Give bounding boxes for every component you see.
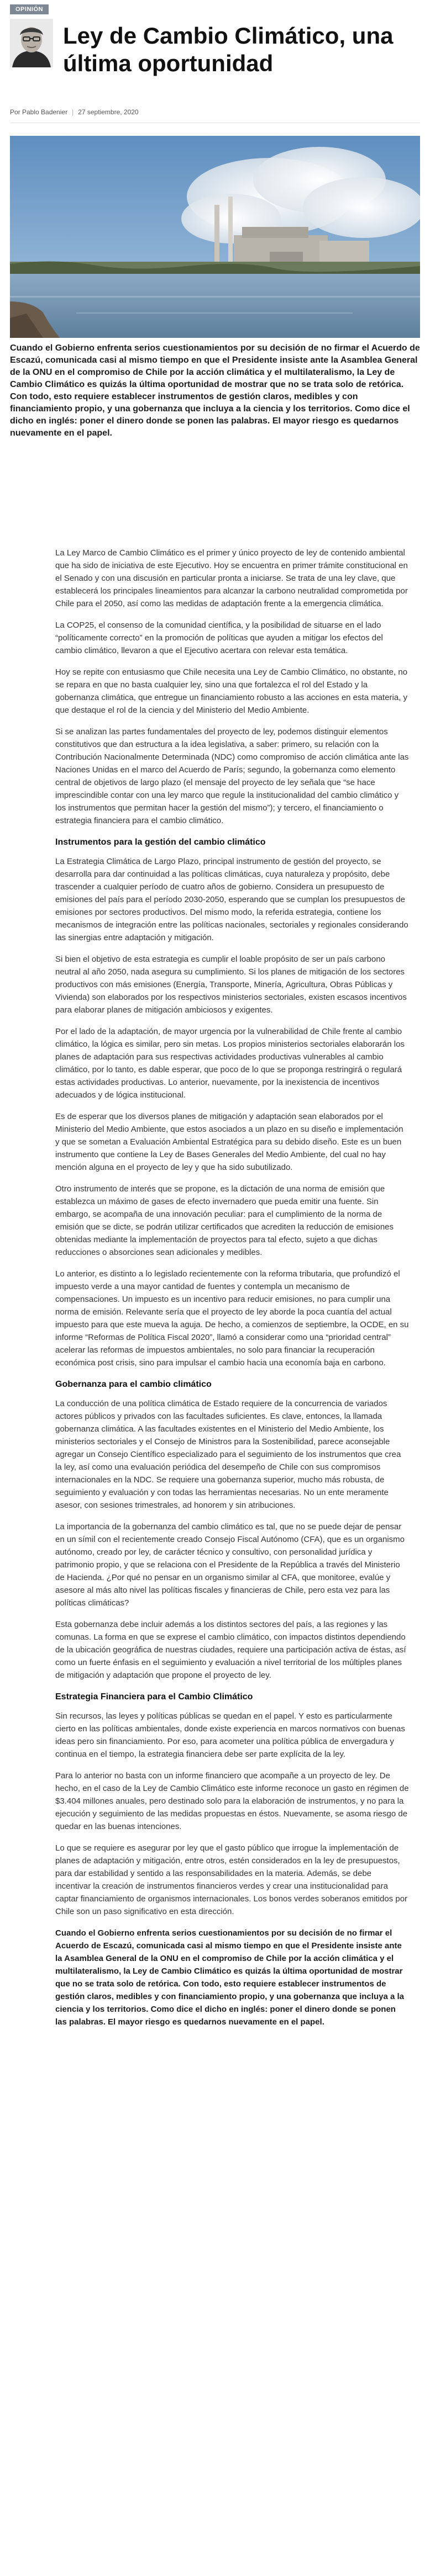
- article-paragraph: Por el lado de la adaptación, de mayor urgencia por la vulnerabilidad de Chile frente al cambio climático, la lógica es similar, pero sin metas. Los propios ministerios sectoriales elaborarán los planes de adaptación para sus respectivas actividades productivas vulnerables al cambio climático, por lo tanto, es dable esperar, que poco de lo que se proponga restringirá o regulará estas actividades productivas. Lo anterior, nuevamente, por la inexistencia de incentivos adecuados y de lógica institucional.: [55, 1027, 405, 1100]
- article-paragraph: La importancia de la gobernanza del cambio climático es tal, que no se puede dejar de pensar en un símil con el recientemente creado Consejo Fiscal Autónomo (CFA), que es un organismo autónomo, creado por ley, de carácter técnico y consultivo, con personalidad jurídica y patrimonio propio, y que se relaciona con el Presidente de la República a través del Ministerio de Hacienda. ¿Por qué no pensar en un organismo similar al CFA, que monitoree, evalúe y asesore al más alto nivel las políticas fiscales y financieras de Chile, pero esta vez para las políticas climáticas?: [55, 1522, 405, 1608]
- power-plant-photo: [10, 136, 420, 338]
- article-paragraph: Hoy se repite con entusiasmo que Chile necesita una Ley de Cambio Climático, no obstante, no se repara en que no basta cualquier ley, sino una que fortalezca el rol del Estado y la gobernanza climática, que entregue un financiamiento robusto a las acciones en esta materia, y que destaque el rol de la ciencia y del Ministerio del Medio Ambiente.: [55, 667, 408, 715]
- closing-highlight-paragraph: Cuando el Gobierno enfrenta serios cuestionamientos por su decisión de no firmar el Acuerdo de Escazú, comunicada casi al mismo tiempo en que el Presidente insiste ante la Asamblea General de la ONU en el compromiso de Chile por la acción climática y el multilateralismo, la Ley de Cambio Climático es quizás la última oportunidad de mostrar que no se trata solo de retórica. Con todo, esto requiere establecer instrumentos de gestión claros, medibles y con financiamiento propio, y una gobernanza que incluya a la ciencia y los territorios. Como dice el dicho en inglés: poner el dinero donde se ponen las palabras. El mayor riesgo es quedarnos nuevamente en el papel.: [55, 1928, 404, 2027]
- article-paragraph: Lo anterior, es distinto a lo legislado recientemente con la reforma tributaria, que profundizó el impuesto verde a una mayor cantidad de fuentes y contempla un mecanismo de compensaciones. Un impuesto es un incentivo para reducir emisiones, no para cumplir una norma de emisión. Relevante sería que el proyecto de ley aborde la poca cuantía del actual impuesto para que este mueva la aguja. De hecho, a comienzos de septiembre, la OCDE, en su informe “Reformas de Política Fiscal 2020”, llamó a considerar como una “prioridad central” acelerar las reformas de impuestos ambientales, no solo para financiar la recuperación económica post crisis, sino para impulsar el cambio hacia una economía baja en carbono.: [55, 1269, 409, 1367]
- article-paragraph: Es de esperar que los diversos planes de mitigación y adaptación sean elaborados por el Ministerio del Medio Ambiente, que estos asociados a un plazo en su diseño e implementación y que se sometan a Evaluación Ambiental Estratégica para su debido diseño. Este es un buen instrumento que contiene la Ley de Bases Generales del Medio Ambiente, del cual no hay mención alguna en el proyecto de ley y que ha sido subutilizado.: [55, 1112, 403, 1172]
- article-lead: Cuando el Gobierno enfrenta serios cuestionamientos por su decisión de no firmar el Acuerdo de Escazú, comunicada casi al mismo tiempo en que el Presidente insiste ante la Asamblea General de la ONU en el compromiso de Chile por la acción climática y el multilateralismo, la Ley de Cambio Climático es quizás la última oportunidad de mostrar que no se trata solo de retórica. Con todo, esto requiere establecer instrumentos de gestión claros, medibles y con financiamiento propio, y una gobernanza que incluya a la ciencia y los territorios. Como dice el dicho en inglés: poner el dinero donde se ponen las palabras. El mayor riesgo es quedarnos nuevamente en el papel.: [10, 343, 420, 438]
- hero-image: [10, 136, 420, 338]
- article-paragraph: Sin recursos, las leyes y políticas públicas se quedan en el papel. Y esto es particularmente cierto en las políticas ambientales, donde existe experiencia en marcos normativos con buenas ideas pero sin financiamiento. Por eso, para acometer una política pública de envergadura y continua en el tiempo, la estrategia financiera debe ser parte explícita de la ley.: [55, 1711, 405, 1759]
- category-badge[interactable]: OPINIÓN: [10, 4, 49, 14]
- article-paragraph: La COP25, el consenso de la comunidad científica, y la posibilidad de situarse en el lado “políticamente correcto” en la promoción de políticas que ayuden a mitigar los efectos del cambio climático, llevaron a que el Ejecutivo acertara con relevar esta temática.: [55, 621, 383, 655]
- section-heading: Instrumentos para la gestión del cambio climático: [55, 838, 266, 847]
- article-title: Ley de Cambio Climático, una última oportunidad: [63, 23, 394, 76]
- meta-separator: |: [72, 108, 74, 116]
- article-paragraph: Si se analizan las partes fundamentales del proyecto de ley, podemos distinguir elementos constitutivos que dan estructura a la idea legislativa, a saber: primero, su relación con la Contribución Nacionalmente Determinada (NDC) como compromiso de acción climática ante las Naciones Unidas en el marco del Acuerdo de París; segundo, la gobernanza como elemento central de objetivos de largo plazo (el mensaje del proyecto de ley señala que “se hace imprescindible contar con una ley marco que regule la institucionalidad del cambio climático y los instrumentos que permitan hacer la gestión del mismo”); y tercero, el financiamiento o estrategia financiera para el cambio climático.: [55, 727, 409, 825]
- article-paragraph: La Estrategia Climática de Largo Plazo, principal instrumento de gestión del proyecto, se desarrolla para dar continuidad a las políticas climáticas, cuya naturaleza y propósito, debe trascender a cualquier período de cuatro años de gobierno. Considera un presupuesto de emisiones del país para el período 2030-2050, esperando que se cumplan los presupuestos de emisiones por sectores productivos. Del mismo modo, la referida estrategia, contiene los mecanismos de integración entre las políticas nacionales, sectoriales y regionales considerando las sinergias entre adaptación y mitigación.: [55, 857, 408, 942]
- author-portrait-image: [10, 19, 53, 67]
- article-paragraph: Si bien el objetivo de esta estrategia es cumplir el loable propósito de ser un país carbono neutral al año 2050, nada asegura su cumplimiento. Si los planes de mitigación de los sectores productivos con más emisiones (Energía, Transporte, Minería, Agricultura, Obras Públicas y Vivienda) son elaborados por los respectivos ministerios sectoriales, existen escasos incentivos para elaborar planes de mitigación ambiciosos y exigentes.: [55, 955, 407, 1015]
- article-paragraph: Otro instrumento de interés que se propone, es la dictación de una norma de emisión que establezca un máximo de gases de efecto invernadero que pueda emitir una fuente. Sin embargo, se acompaña de una innovación peculiar: para el cumplimiento de la norma de emisión que se dicte, se podrán utilizar certificados que acrediten la reducción de emisiones obtenidas mediante la implementación de proyectos para tal efecto, sujeto a que dichas reducciones o absorciones sean adicionales y medibles.: [55, 1184, 394, 1257]
- author-byline[interactable]: Por Pablo Badenier: [10, 108, 68, 116]
- article-paragraph: La conducción de una política climática de Estado requiere de la concurrencia de variados actores públicos y privados con las facultades suficientes. Es clave, entonces, la llamada gobernanza climática. A las facultades existentes en el Ministerio del Medio Ambiente, los ministerios sectoriales y el Consejo de Ministros para la Sostenibilidad, parece aconsejable agregar un Consejo Científico especializado para el seguimiento de los instrumentos que crea la ley, así como una evaluación periódica del desempeño de Chile con sus compromisos internacionales en la NDC. Se requiere una gobernanza superior, mucho más robusta, de seguimiento y evaluación y con todas las herramientas necesarias. No un ente meramente asesor, con sesiones trimestrales, ad honorem y sin atribuciones.: [55, 1399, 401, 1510]
- article-paragraph: Para lo anterior no basta con un informe financiero que acompañe a un proyecto de ley. De hecho, en el caso de la Ley de Cambio Climático este informe reconoce un gasto en régimen de $3.404 millones anuales, pero destinado solo para la elaboración de instrumentos, y no para la ejecución y seguimiento de las medidas propuestas en éstos. Nuevamente, se asoma riesgo de quedar en las buenas intenciones.: [55, 1771, 409, 1831]
- article-body: [55, 547, 409, 2037]
- article-paragraph: La Ley Marco de Cambio Climático es el primer y único proyecto de ley de contenido ambiental que ha sido de iniciativa de este Ejecutivo. Hoy se encuentra en primer trámite constitucional en el Senado y con una discusión en particular pronta a iniciarse. Se trata de una ley clave, que establecerá los principales lineamientos para alcanzar la carbono neutralidad comprometida por Chile para el 2050, así como las medidas de adaptación frente a la emergencia climática.: [55, 548, 408, 608]
- publish-date: 27 septiembre, 2020: [78, 108, 139, 116]
- article-meta: [10, 108, 139, 116]
- section-heading: Estrategia Financiera para el Cambio Climático: [55, 1692, 253, 1702]
- article-paragraph: Lo que se requiere es asegurar por ley que el gasto público que irrogue la implementación de planes de adaptación y mitigación, entre otros, estén considerados en la ley de presupuestos, para dar estabilidad y sentido a las responsabilidades en la materia. Además, se debe incentivar la creación de instrumentos financieros verdes y crear una institucionalidad para captar financiamiento de organismos internacionales. Los bonos verdes soberanos emitidos por Chile son un paso significativo en esta dirección.: [55, 1843, 408, 1916]
- author-avatar: [10, 19, 53, 67]
- article-header: [10, 19, 420, 77]
- section-heading: Gobernanza para el cambio climático: [55, 1380, 212, 1389]
- article-paragraph: Esta gobernanza debe incluir además a los distintos sectores del país, a las regiones y las comunas. La forma en que se exprese el cambio climático, con impactos distintos dependiendo de la ubicación geográfica de nuestras ciudades, requiere una participación activa de éstas, así como un fuerte énfasis en el seguimiento y evaluación a nivel territorial de los múltiples planes de mitigación y adaptación que propone el proyecto de ley.: [55, 1620, 406, 1680]
